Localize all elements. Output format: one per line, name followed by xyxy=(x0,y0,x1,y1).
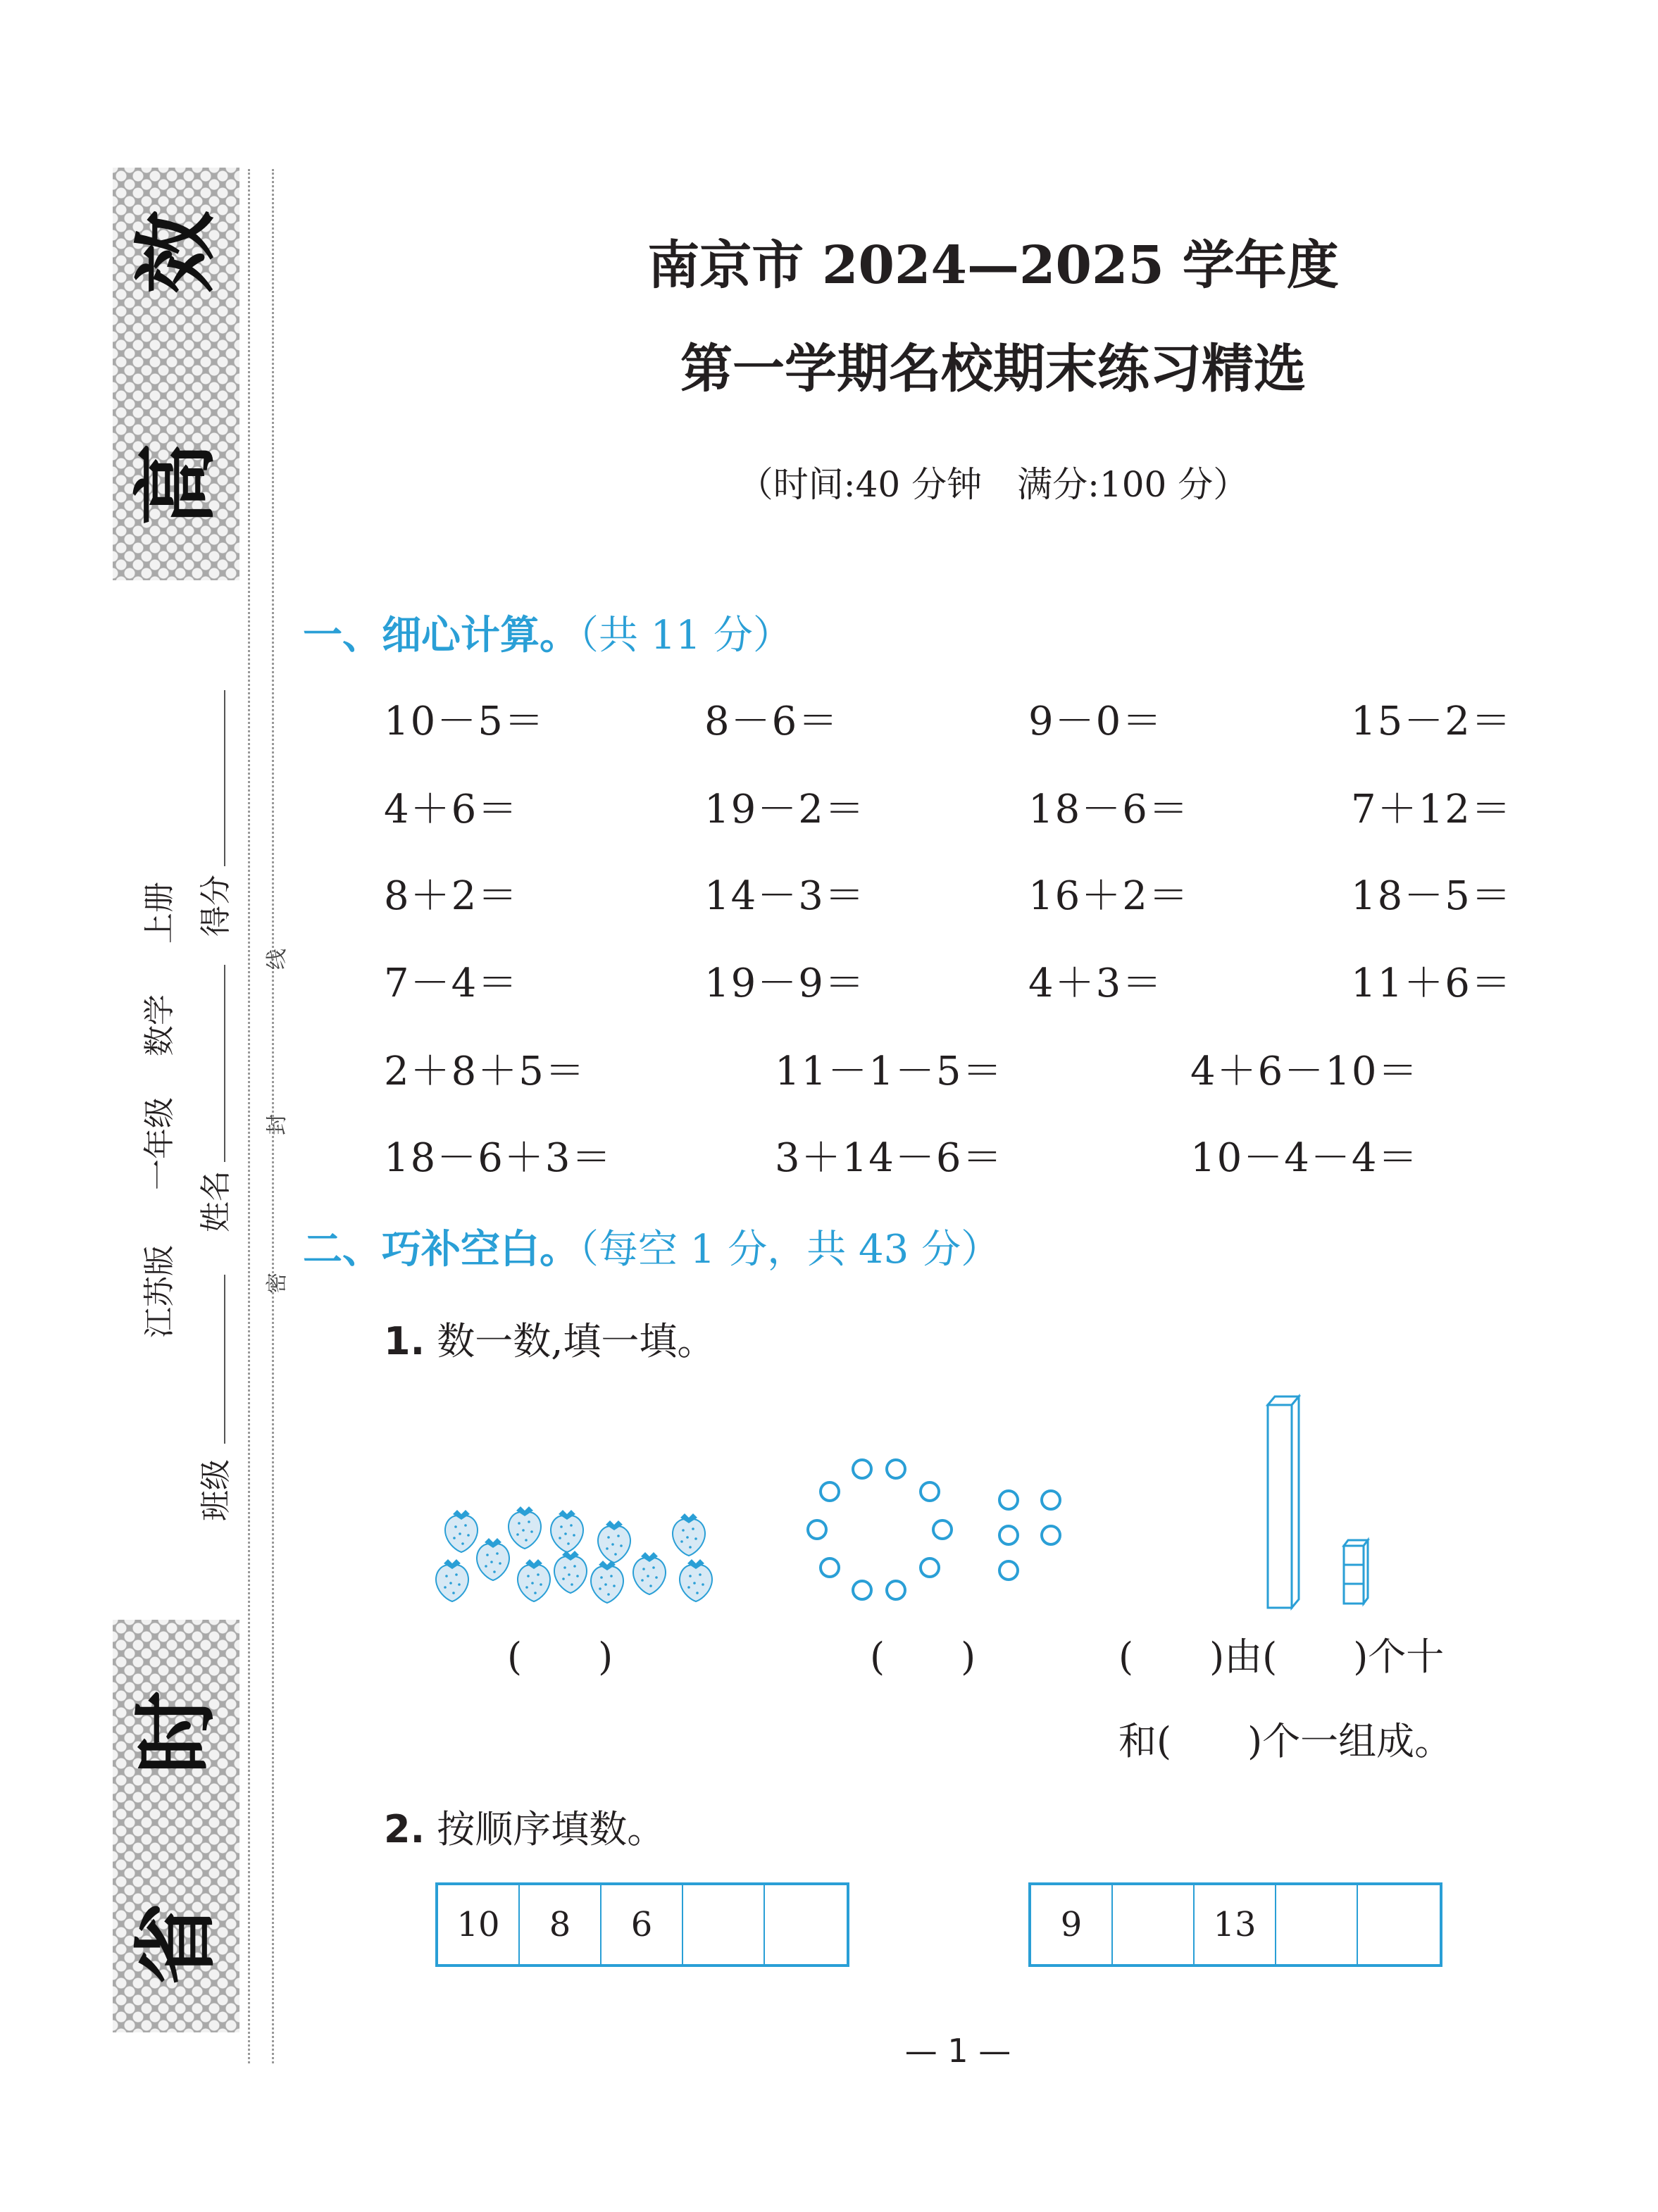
bottom-banner xyxy=(113,1620,239,2032)
calculation-item: 11－1－5＝ xyxy=(775,1049,1004,1094)
question2-number: 2. xyxy=(384,1807,425,1851)
calculation-item: 16＋2＝ xyxy=(1028,873,1190,919)
calculation-item: 19－2＝ xyxy=(704,787,866,832)
circle-icon xyxy=(853,1581,871,1599)
grade-label: 一年级 xyxy=(142,1097,177,1190)
strawberry-icon xyxy=(633,1552,666,1594)
cut-line-1 xyxy=(248,169,250,2063)
calculation-item: 8＋2＝ xyxy=(384,873,519,919)
strawberry-icon xyxy=(554,1551,587,1593)
strawberry-icon xyxy=(436,1559,468,1601)
section2-heading xyxy=(303,1218,1000,1275)
calculation-item: 3＋14－6＝ xyxy=(775,1135,1004,1181)
banner-char-gao: 高 xyxy=(127,443,225,527)
question2 xyxy=(384,1799,665,1854)
circle-icon xyxy=(999,1491,1018,1509)
circle-group xyxy=(803,1458,1099,1634)
calculation-item: 7－4＝ xyxy=(384,961,519,1006)
class-field[interactable] xyxy=(224,1275,225,1444)
sequence-table-2 xyxy=(1028,1882,1442,1967)
strawberry-icon xyxy=(598,1520,630,1563)
base-ten-blocks xyxy=(1261,1391,1388,1616)
section2-title: 二、巧补空白。 xyxy=(303,1227,579,1273)
calculation-item: 4＋3＝ xyxy=(1028,961,1164,1006)
question1-number: 1. xyxy=(384,1319,425,1363)
ten-rod-icon xyxy=(1268,1405,1292,1608)
calculation-item: 19－9＝ xyxy=(704,961,866,1006)
circle-icon xyxy=(1042,1526,1060,1544)
circle-icon xyxy=(821,1482,839,1501)
subject-label: 数学 xyxy=(142,994,177,1056)
circle-icon xyxy=(887,1581,905,1599)
sequence-table-1 xyxy=(435,1882,849,1967)
circle-icon xyxy=(1042,1491,1060,1509)
circle-icon xyxy=(853,1460,871,1478)
circle-icon xyxy=(999,1561,1018,1580)
seal-mark-line: 线 xyxy=(265,949,289,970)
strawberry-group xyxy=(430,1500,725,1620)
answer-blank-circles[interactable]: ( ) xyxy=(870,1635,976,1679)
exam-info: （时间:40 分钟 满分:100 分） xyxy=(737,464,1249,505)
strawberry-icon xyxy=(680,1559,712,1601)
sequence-cell: 6 xyxy=(602,1885,683,1964)
circle-icon xyxy=(808,1520,826,1539)
section2-score: （每空 1 分，共 43 分） xyxy=(579,1227,1001,1273)
question1-text: 数一数,填一填。 xyxy=(437,1319,716,1363)
circle-icon xyxy=(887,1460,905,1478)
calculation-item: 18－5＝ xyxy=(1351,873,1512,919)
strawberry-icon xyxy=(551,1510,583,1552)
banner-char-xiao: 效 xyxy=(127,211,225,294)
calculation-item: 15－2＝ xyxy=(1351,699,1512,744)
calculation-item: 8－6＝ xyxy=(704,699,840,744)
circle-icon xyxy=(999,1526,1018,1544)
sequence-cell: 13 xyxy=(1195,1885,1276,1964)
seal-mark-feng: 封 xyxy=(265,1114,289,1135)
question1 xyxy=(384,1311,715,1366)
section1-heading xyxy=(303,604,792,661)
top-banner xyxy=(113,168,239,580)
page-subtitle: 第一学期名校期末练习精选 xyxy=(680,339,1306,399)
circle-icon xyxy=(921,1558,939,1577)
calculation-item: 14－3＝ xyxy=(704,873,866,919)
strawberry-icon xyxy=(673,1513,705,1556)
banner-char-sheng: 省 xyxy=(127,1902,225,1986)
strawberry-icon xyxy=(591,1561,623,1603)
section1-title: 一、细心计算。 xyxy=(303,613,579,658)
question2-text: 按顺序填数。 xyxy=(437,1807,666,1851)
unit-cubes-icon xyxy=(1344,1540,1368,1604)
score-field[interactable] xyxy=(224,690,225,866)
edition-label: 江苏版 xyxy=(142,1245,177,1338)
circle-icon xyxy=(921,1482,939,1501)
answer-blank-blocks-line2[interactable]: 和( )个一组成。 xyxy=(1118,1719,1453,1763)
sequence-cell-blank[interactable] xyxy=(765,1885,847,1964)
seal-mark-mi: 密 xyxy=(265,1273,289,1294)
answer-blank-blocks-line1[interactable]: ( )由( )个十 xyxy=(1118,1635,1445,1679)
page-title: 南京市 2024—2025 学年度 xyxy=(647,235,1339,296)
strawberry-icon xyxy=(509,1506,541,1549)
calculation-item: 7＋12＝ xyxy=(1351,787,1512,832)
calculation-item: 10－5＝ xyxy=(384,699,545,744)
circle-icon xyxy=(933,1520,952,1539)
volume-label: 上册 xyxy=(142,882,177,944)
strawberry-icon xyxy=(477,1538,509,1580)
class-label: 班级 xyxy=(198,1459,234,1521)
calculation-item: 2＋8＋5＝ xyxy=(384,1049,586,1094)
sequence-cell-blank[interactable] xyxy=(1276,1885,1358,1964)
circle-icon xyxy=(821,1558,839,1577)
sequence-cell: 10 xyxy=(438,1885,520,1964)
strawberry-icon xyxy=(518,1559,550,1601)
section1-score: （共 11 分） xyxy=(579,613,792,658)
name-field[interactable] xyxy=(224,965,225,1162)
calculation-item: 18－6＋3＝ xyxy=(384,1135,613,1181)
calculation-item: 18－6＝ xyxy=(1028,787,1190,832)
sequence-cell-blank[interactable] xyxy=(683,1885,765,1964)
calculation-item: 9－0＝ xyxy=(1028,699,1164,744)
name-label: 姓名 xyxy=(198,1170,234,1232)
sequence-cell: 8 xyxy=(520,1885,602,1964)
banner-char-shi: 时 xyxy=(127,1691,225,1775)
calculation-item: 11＋6＝ xyxy=(1351,961,1512,1006)
calculation-item: 10－4－4＝ xyxy=(1190,1135,1419,1181)
calculation-item: 4＋6＝ xyxy=(384,787,519,832)
sequence-cell-blank[interactable] xyxy=(1358,1885,1440,1964)
sequence-cell-blank[interactable] xyxy=(1113,1885,1195,1964)
sequence-cell: 9 xyxy=(1031,1885,1113,1964)
page-number: — 1 — xyxy=(904,2032,1011,2070)
calculation-item: 4＋6－10＝ xyxy=(1190,1049,1419,1094)
answer-blank-strawberries[interactable]: ( ) xyxy=(507,1635,613,1679)
strawberry-icon xyxy=(445,1510,478,1552)
score-label: 得分 xyxy=(198,875,234,937)
